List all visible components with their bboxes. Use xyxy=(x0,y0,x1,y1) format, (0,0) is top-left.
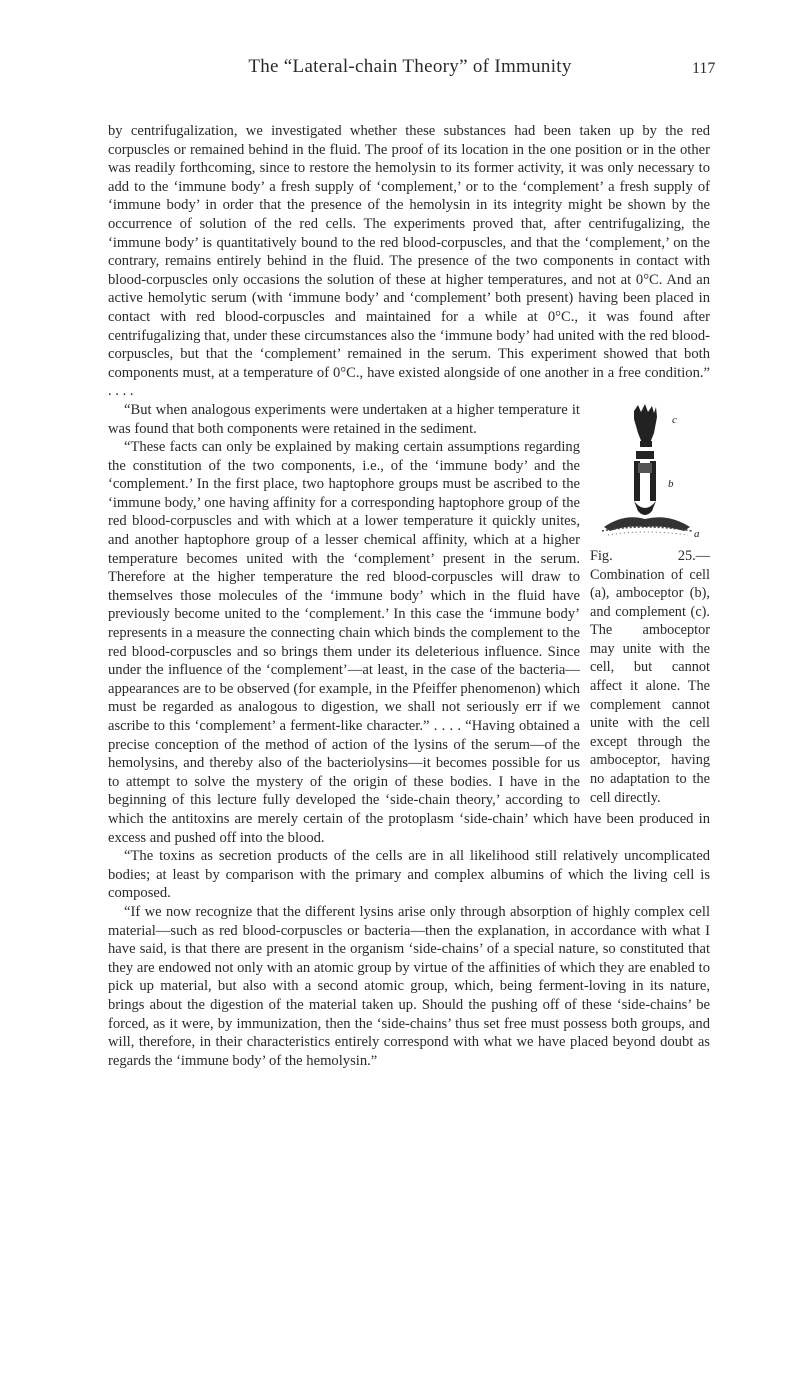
figure-caption: Fig. 25.—Combination of cell (a), amboceptor (b), and complement (c). The amboceptor may unite with the cell, but cannot affect it alone. The complement cannot unite with the cell except through the amboceptor, having no adaptation to the cell directly. xyxy=(590,547,710,806)
complement-figure xyxy=(634,404,657,447)
figure-label-a: a xyxy=(694,527,700,540)
figure-label-c: c xyxy=(672,413,677,426)
amboceptor-figure xyxy=(634,451,656,515)
paragraph-4: “The toxins as secretion products of the cells are in all likelihood still relatively uncomplicated bodies; at least by comparison with the primary and complex albumins of which the living cell is composed. xyxy=(108,848,710,902)
body-text xyxy=(108,122,710,1070)
paragraph-2: “But when analogous experiments were undertaken at a higher temperature it was found that both components were retained in the sediment. xyxy=(108,401,580,437)
figure-wrap-block xyxy=(108,401,710,847)
figure-label-b: b xyxy=(668,477,674,490)
figure-25 xyxy=(590,403,710,807)
paragraph-3: “These facts can only be explained by making certain assumptions regarding the constitution of the two components, i.e., of the ‘immune body’ and the ‘complement.’ In the first place, two haptophore groups must be ascribed to the ‘immune body,’ one having affinity for a corresponding haptophore group of the red blood-corpuscles and with which at a lower temperature it quickly unites, and another haptophore group of a lesser chemical affinity, which at a higher temperature becomes united with the ‘complement’ present in the serum. Therefore at the higher temperature the red blood-corpuscles will draw to themselves those molecules of the ‘immune body’ which in the fluid have previously become united to the ‘complement.’ In this case the ‘immune body’ represents in a measure the connecting chain which binds the complement to the red blood-corpuscles and so brings them under its deleterious influence. Since under the influence of the ‘complement’—at least, in the case of the bacteria—appearances are to be observed (for example, in the Pfeiffer phenomenon) which must be regarded as analogous to digestion, we shall not seriously err if we ascribe to this ‘complement’ a ferment-like character.” . . . . “Having obtained a precise conception of the method of action of the lysins of the serum—of the hemolysins, and thereby also of the bacteriolysins—it becomes possible for us to attempt to solve the mystery of the origin of these bodies. I have in the beginning of this lecture fully developed the ‘side-chain theory,’ according to which the antitoxins are merely certain of the protoplasm ‘side-chain’ which have been produced in excess and pushed off into the blood. xyxy=(108,439,710,846)
page-number: 117 xyxy=(692,60,716,77)
running-title: The “Lateral-chain Theory” of Immunity xyxy=(248,56,572,77)
cell-figure xyxy=(602,517,692,535)
paragraph-5: “If we now recognize that the different lysins arise only through absorption of highly complex cell material—such as red blood-corpuscles or bacteria—then the explanation, in accordance with what I have said, is that there are present in the organism ‘side-chains’ of a special nature, so constituted that they are endowed not only with an atomic group by virtue of the affinities of which they are enabled to pick up material, but also with a second atomic group, which, being ferment-loving in its nature, brings about the digestion of the material taken up. Should the pushing off of these ‘side-chains’ be forced, as it were, by immunization, then the ‘side-chains’ thus set free must possess both groups, and will, therefore, in their characteristics entirely correspond with what we have placed beyond doubt as regards the ‘immune body’ of the hemolysin.” xyxy=(108,903,710,1069)
paragraph-1: by centrifugalization, we investigated whether these substances had been taken up by the red corpuscles or remained behind in the fluid. The proof of its location in the one position or in the other was readily forthcoming, since to restore the hemolysin to its former activity, it was only necessary to add to the ‘immune body’ a fresh supply of ‘complement,’ or to the ‘complement’ a fresh supply of ‘immune body’ in order that the presence of the hemolysin in its integrity might be shown by the occurrence of solution of the red cells. The experiments proved that, after centrifugalizing, the ‘immune body’ is quantitatively bound to the red blood-corpuscles, and that the ‘complement,’ on the contrary, remains entirely behind in the fluid. The presence of the two components in contact with blood-corpuscles only occasions the solution of these at higher temperatures, and not at 0°C. And an active hemolytic serum (with ‘immune body’ and ‘complement’ both present) having been placed in contact with red blood-corpuscles and maintained for a while at 0°C., it was found after centrifugalizing that, under these circumstances also the ‘immune body’ had united with the red blood-corpuscles, but that the ‘complement’ remained in the serum. This experiment showed that both components must, at a temperature of 0°C., have existed alongside of one another in a free condition.” . . . . xyxy=(108,123,710,400)
amboceptor-complement-illustration xyxy=(594,403,704,543)
running-head xyxy=(0,38,800,78)
